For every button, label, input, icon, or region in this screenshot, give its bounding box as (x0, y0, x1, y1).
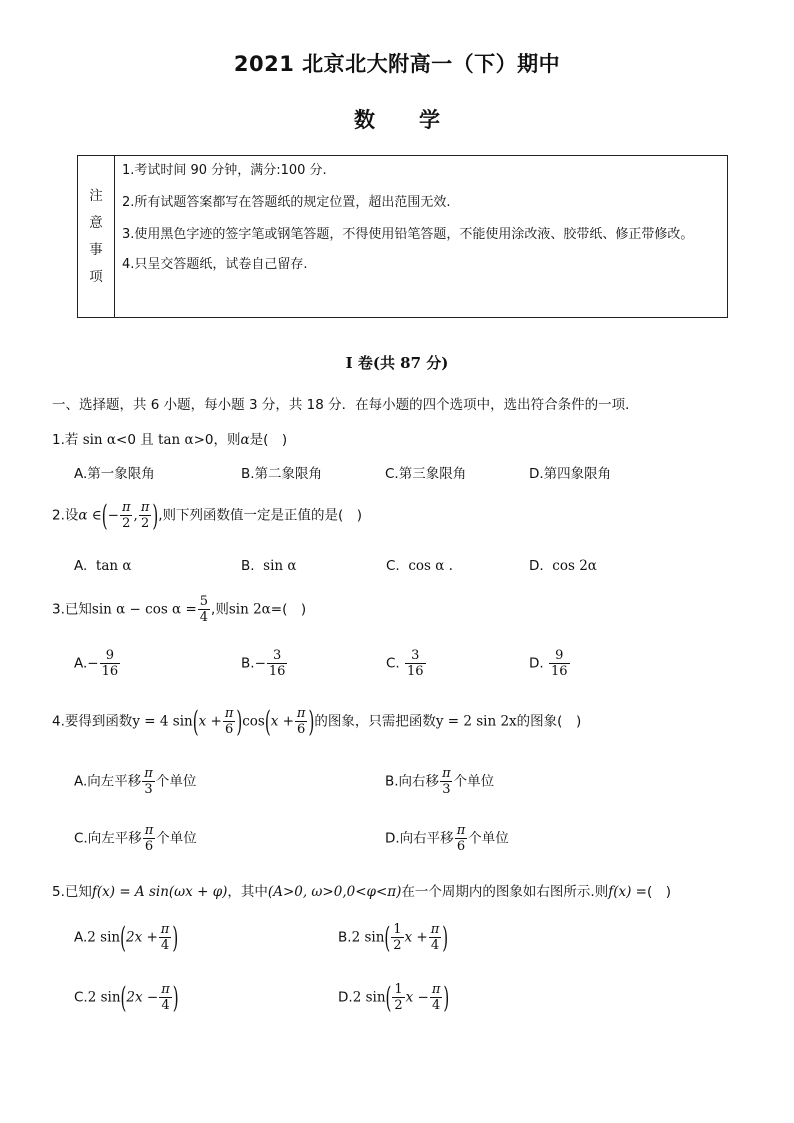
q2-option-a (74, 558, 131, 574)
q2-frac-neg-pi-2 (120, 500, 133, 531)
option-pre: D.向右平移 (385, 830, 454, 847)
paren: ( (384, 920, 391, 955)
q5-text: ( ) (646, 884, 672, 900)
q5-option-d (338, 982, 449, 1013)
option-frac (159, 982, 172, 1013)
frac-den: 3 (144, 782, 153, 797)
q1-text: <0 且 (116, 432, 159, 448)
option-label: A. (74, 558, 88, 574)
q4-paren: ( (264, 704, 271, 739)
paren: ( (120, 980, 127, 1015)
option-inner: x + (404, 929, 428, 946)
q1-alpha: α (240, 432, 250, 448)
question-number: 4. (52, 713, 65, 730)
q2-frac-pi-2 (139, 500, 152, 531)
frac-den: 6 (297, 722, 306, 737)
question-5 (52, 880, 671, 900)
option-prefix: 2 sin (351, 929, 385, 946)
option-prefix: 2 sin (352, 989, 386, 1006)
paren: ) (172, 980, 179, 1015)
q4-text: 的图象，只需把函数 (314, 713, 436, 730)
q4-expr: y = 4 sin (132, 713, 193, 730)
option-label: D. (338, 989, 353, 1006)
q2-right-paren: ) (152, 498, 159, 533)
paren: ) (443, 980, 450, 1015)
frac-num: π (144, 766, 153, 781)
q4-option-d (385, 823, 509, 854)
q1-option-b: B.第二象限角 (241, 466, 323, 482)
q5-expr-f: f(x) = A sin(ωx + φ) (91, 884, 228, 900)
option-half-frac (392, 982, 404, 1013)
q1-text: >0，则 (193, 432, 241, 448)
option-inner: x − (405, 989, 429, 1006)
question-1 (52, 428, 287, 448)
section-instruction: 一、选择题，共 6 小题，每小题 3 分，共 18 分．在每小题的四个选项中，选出符合条件的一项． (52, 397, 639, 413)
frac-den: 4 (199, 610, 209, 625)
q1-expr-sin: sin α (82, 432, 117, 448)
option-prefix: 2 sin (87, 989, 121, 1006)
q2-text: ,则下列函数值一定是正值的是( ) (158, 507, 363, 524)
notice-label-char: 事 (89, 241, 103, 258)
q5-conditions: (A>0, ω>0,0<φ<π) (267, 884, 402, 900)
option-post: 个单位 (156, 830, 197, 847)
q3-text: 已知 (64, 601, 92, 618)
q2-option-d (529, 558, 597, 574)
q5-option-a (74, 922, 178, 953)
frac-num: 3 (411, 648, 420, 663)
option-label: D. (529, 558, 544, 574)
frac-den: 16 (268, 664, 286, 679)
frac-den: 6 (224, 722, 234, 737)
option-inner: 2x − (126, 989, 159, 1006)
paren: ) (442, 920, 449, 955)
option-frac (405, 648, 426, 679)
page-title: 2021 北京北大附高一（下）期中 (233, 52, 561, 76)
q4-text: 要得到函数 (64, 713, 133, 730)
option-prefix: 2 sin (87, 929, 121, 946)
q3-option-a (74, 648, 121, 679)
question-number: 5. (52, 884, 65, 900)
option-frac (430, 982, 443, 1013)
option-label: A. (74, 655, 88, 672)
q5-fx: f(x) = (608, 884, 647, 900)
q4-option-a (74, 766, 196, 797)
frac-num: π (224, 706, 234, 721)
option-half-frac (391, 922, 403, 953)
q3-option-b (241, 648, 288, 679)
question-number: 2. (52, 507, 65, 524)
q4-x-plus: x + (270, 713, 294, 730)
paren: ( (385, 980, 392, 1015)
option-inner: 2x + (125, 929, 158, 946)
notice-label (78, 156, 115, 317)
option-label: C. (386, 655, 400, 672)
q4-option-c (74, 823, 197, 854)
notice-box (77, 155, 728, 318)
notice-label-char: 注 (89, 187, 103, 204)
option-sign: − (87, 655, 99, 672)
q4-paren: ) (308, 704, 315, 739)
option-label: B. (338, 929, 352, 946)
q4-option-b (385, 766, 494, 797)
frac-num: 9 (105, 648, 115, 663)
q5-text: 已知 (64, 884, 92, 900)
q1-option-a: A.第一象限角 (74, 466, 155, 482)
notice-item: 2.所有试题答案都写在答题纸的规定位置，超出范围无效. (122, 195, 451, 210)
q3-frac-5-4 (198, 594, 210, 625)
frac-den: 4 (430, 938, 440, 953)
q5-text: 在一个周期内的图象如右图所示.则 (401, 884, 609, 900)
option-post: 个单位 (155, 773, 197, 790)
paren: ) (172, 920, 179, 955)
frac-den: 2 (122, 516, 131, 531)
q1-text: 若 (64, 432, 83, 448)
q3-option-d (529, 648, 571, 679)
frac-num: π (456, 823, 466, 838)
q1-expr-tan: tan α (158, 432, 194, 448)
q4-text: 的图象( ) (516, 713, 582, 730)
option-label: D. (529, 655, 544, 672)
notice-item: 1.考试时间 90 分钟，满分:100 分. (122, 163, 327, 178)
section-heading: I 卷(共 87 分) (345, 354, 449, 372)
notice-items (115, 156, 727, 317)
option-label: B. (241, 558, 255, 574)
frac-den: 3 (442, 782, 451, 797)
frac-den: 2 (394, 998, 403, 1013)
frac-den: 6 (144, 839, 154, 854)
option-frac (440, 766, 453, 797)
q2-text: 设 (64, 507, 79, 524)
q2-alpha-in: α ∈ (78, 507, 102, 524)
option-post: 个单位 (453, 773, 495, 790)
q2-option-c (386, 558, 453, 574)
frac-num: π (121, 500, 131, 515)
option-frac (429, 922, 442, 953)
option-expr: cos 2α (552, 558, 597, 574)
frac-den: 2 (140, 516, 150, 531)
q3-expr-sin2a: sin 2α (228, 601, 271, 618)
option-frac (549, 648, 570, 679)
question-number: 1. (52, 432, 65, 448)
frac-num: π (161, 982, 170, 997)
q4-paren: ( (192, 704, 199, 739)
option-pre: A.向左平移 (74, 773, 142, 790)
q4-expr-b: y = 2 sin 2x (435, 713, 517, 730)
q3-text: ,则 (211, 601, 229, 618)
frac-num: 5 (199, 594, 209, 609)
option-label: C. (386, 558, 400, 574)
q2-minus: − (107, 507, 119, 524)
frac-den: 16 (550, 664, 568, 679)
frac-num: π (160, 922, 170, 937)
option-frac (267, 648, 288, 679)
q3-option-c (386, 648, 427, 679)
question-2 (52, 500, 362, 531)
option-expr: cos α . (408, 558, 453, 574)
frac-den: 4 (161, 998, 170, 1013)
option-frac (159, 922, 172, 953)
option-frac (455, 823, 468, 854)
option-pre: B.向右移 (385, 773, 440, 790)
question-3 (52, 594, 306, 625)
frac-num: 1 (393, 922, 402, 937)
q4-frac-pi-6 (223, 706, 236, 737)
question-4 (52, 706, 581, 737)
q3-expr: sin α − cos α = (91, 601, 197, 618)
option-post: 个单位 (468, 830, 509, 847)
option-label: B. (241, 655, 255, 672)
frac-num: 9 (555, 648, 564, 663)
frac-num: π (296, 706, 306, 721)
frac-num: π (442, 766, 451, 781)
q2-comma: , (133, 507, 138, 524)
option-label: C. (74, 989, 88, 1006)
option-frac (143, 823, 156, 854)
q4-cos: cos (242, 713, 265, 730)
notice-label-char: 项 (89, 268, 103, 285)
option-frac (100, 648, 121, 679)
frac-num: π (431, 982, 441, 997)
q4-frac-pi-6 (295, 706, 308, 737)
q2-option-b (241, 558, 297, 574)
option-frac (142, 766, 155, 797)
frac-num: π (140, 500, 150, 515)
frac-num: 3 (273, 648, 282, 663)
q1-option-c: C.第三象限角 (385, 466, 467, 482)
question-number: 3. (52, 601, 65, 618)
notice-item: 3.使用黑色字迹的签字笔或钢笔答题，不得使用铅笔答题，不能使用涂改液、胶带纸、修正带修改。 (122, 227, 694, 242)
paren: ( (120, 920, 126, 955)
subject-title: 数学 (354, 108, 484, 132)
frac-den: 4 (432, 998, 441, 1013)
notice-item: 4.只呈交答题纸，试卷自己留存. (122, 257, 308, 272)
q5-text: ，其中 (227, 884, 268, 900)
option-pre: C.向左平移 (74, 830, 142, 847)
q1-text: 是( ) (249, 432, 288, 448)
option-sign: − (254, 655, 266, 672)
q2-left-paren: ( (101, 498, 108, 533)
option-label: A. (74, 929, 88, 946)
frac-den: 6 (456, 839, 466, 854)
q4-x-plus: x + (198, 713, 222, 730)
option-expr: tan α (95, 558, 132, 574)
q1-option-d: D.第四象限角 (529, 466, 612, 482)
frac-num: π (144, 823, 154, 838)
frac-den: 16 (407, 664, 424, 679)
q5-option-b (338, 922, 448, 953)
frac-num: π (430, 922, 440, 937)
notice-label-char: 意 (89, 214, 103, 231)
q5-option-c (74, 982, 179, 1013)
frac-num: 1 (394, 982, 403, 997)
frac-den: 16 (101, 664, 119, 679)
frac-den: 2 (393, 938, 402, 953)
q3-text: =( ) (270, 601, 307, 618)
frac-den: 4 (160, 938, 170, 953)
q4-paren: ) (236, 704, 243, 739)
option-expr: sin α (263, 558, 297, 574)
